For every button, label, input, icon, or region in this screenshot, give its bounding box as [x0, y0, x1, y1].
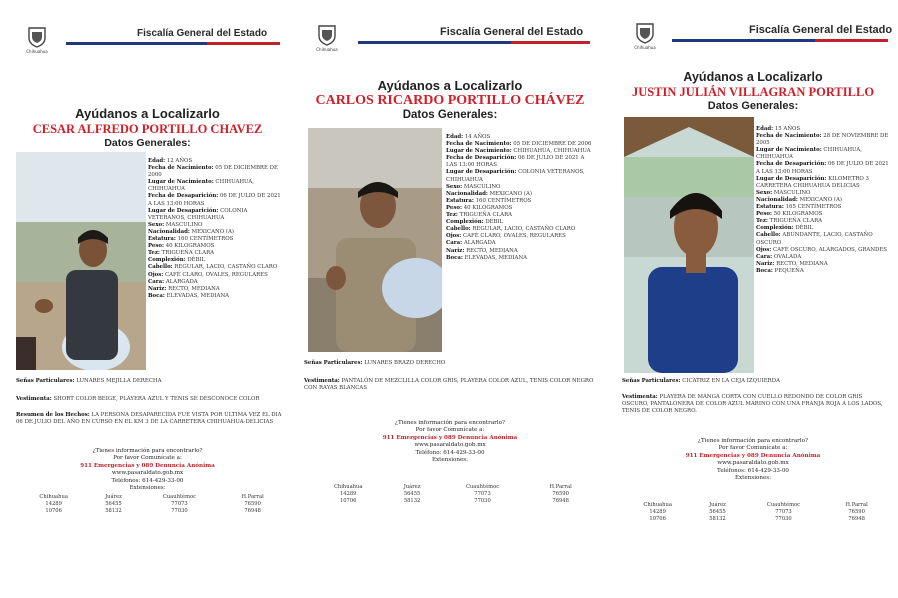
person-photo: [308, 128, 442, 352]
cta-contact: Por favor Comunícate a:: [718, 445, 788, 452]
datos-title: Datos Generales:: [707, 100, 799, 112]
poster-heading: Ayúdanos a Localizarlo: [683, 70, 823, 84]
clothing-description: Vestimenta: SHORT COLOR BEIGE, PLAYERA AZUL Y TENIS SE DESCONOCE COLOR: [16, 396, 260, 402]
distinguishing-marks: Señas Particulares: CICATRIZ EN LA CEJA IZQUIERDA: [622, 378, 780, 384]
state-seal-icon: [316, 24, 338, 54]
person-name: CESAR ALFREDO PORTILLO CHAVEZ: [32, 122, 263, 136]
emergency-phone: 911 Emergencias y 089 Denuncia Anónima: [382, 434, 518, 441]
website-link: www.pasaraldato.gob.mx: [717, 460, 789, 467]
cta-contact: Por favor Comunícate a:: [113, 455, 182, 462]
general-data-list: Edad: 15 AÑOS Fecha de Nacimiento: 28 DE NOVIEMBRE DE 2005 Lugar de Nacimiento: CHIHUAHUA, CHIHUAHUA Fecha de Desaparición: 06 DE JULIO DE 2021 A LAS 13:00 HORAS Lugar de Desaparición: KILOMETRO 3 CARRETERA CHIHUAHUA DELICIAS Sexo: MASCULINO Nacionalidad: MEXICANO (A) Estatura: 165 CENTÍMETROS Peso: 50 KILOGRAMOS Tez: TRIGUEÑA CLARA Complexión: DÉBIL Cabello: ABUNDANTE, LACIO, CASTAÑO OSCURO Ojos: CAFÉ OSCURO, ALARGADOS, GRANDES Cara: OVALADA Nariz: RECTO, MEDIANA Boca: PEQUEÑA: [756, 126, 889, 274]
phone-number: Teléfono: 614-429-33-00: [415, 449, 485, 456]
header-stripe: [358, 41, 590, 44]
person-photo: [624, 117, 754, 373]
emergency-phone: 911 Emergencias y 089 Denuncia Anónima: [80, 462, 215, 469]
distinguishing-marks: Señas Particulares: LUNARES MEJILLA DERECHA: [16, 378, 162, 384]
extensions-title: Extensiones:: [431, 457, 469, 464]
org-title: Fiscalía General del Estado: [749, 24, 893, 36]
extensions-table: Chihuahua Juárez Cuauhtémoc H.Parral 14289 56455 77073 76590 10706 58132 77030 76948: [643, 502, 868, 522]
missing-person-poster-3: [612, 16, 894, 546]
missing-person-poster-2: [300, 22, 600, 542]
case-summary: Resumen de los Hechos: LA PERSONA DESAPARECIDA FUE VISTA POR ULTIMA VEZ EL DIA 06 DE JULIO DEL AÑO EN CURSO EN EL KM 3 DE LA CARRETERA CHIHUAHUA-DELICIAS: [16, 412, 282, 426]
emergency-phone: 911 Emergencias y 089 Denuncia Anónima: [685, 452, 821, 459]
phone-number: Teléfonos: 614-429-33-00: [717, 467, 789, 474]
extensions-title: Extensiones:: [734, 475, 772, 482]
cta-question: ¿Tienes información para encontrarlo?: [697, 438, 808, 444]
seal-label: Chihuahua: [316, 47, 338, 52]
header-stripe: [672, 39, 888, 42]
contact-block: [612, 438, 894, 482]
general-data-list: Edad: 14 AÑOS Fecha de Nacimiento: 05 DE DICIEMBRE DE 2006 Lugar de Nacimiento: CHIHUAHUA, CHIHUAHUA Fecha de Desaparición: 06 DE JULIO DE 2021 A LAS 13:00 HORAS Lugar de Desaparición: COLONIA VETERANOS, CHIHUAHUA Sexo: MASCULINO Nacionalidad: MEXICANO (A) Estatura: 160 CENTÍMETROS Peso: 40 KILOGRAMOS Tez: TRIGUEÑA CLARA Complexión: DÉBIL Cabello: REGULAR, LACIO, CASTAÑO CLARO Ojos: CAFÉ CLARO, OVALES, REGULARES Cara: ALARGADA Nariz: RECTO, MEDIANA Boca: ELEVADAS, MEDIANA: [446, 134, 592, 261]
distinguishing-marks: Señas Particulares: LUNARES BRAZO DERECHO: [304, 360, 446, 366]
extensions-table: Chihuahua Juárez Cuauhtémoc H.Parral 14289 56455 77073 76590 10706 58132 77030 76948: [39, 494, 264, 514]
cta-question: ¿Tienes información para encontrarlo?: [394, 420, 505, 426]
extensions-table: Chihuahua Juárez Cuauhtémoc H.Parral 14289 56455 77073 76590 10706 58132 77030 76948: [333, 484, 572, 504]
seal-label: Chihuahua: [634, 45, 656, 50]
contact-block: [6, 448, 289, 492]
seal-label: Chihuahua: [26, 49, 48, 54]
state-seal-icon: [634, 22, 656, 52]
datos-title: Datos Generales:: [402, 109, 498, 121]
extensions-title: Extensiones:: [129, 485, 166, 492]
general-data-list: Edad: 12 AÑOS Fecha de Nacimiento: 05 DE DICIEMBRE DE 2000 Lugar de Nacimiento: CHIHUAHUA, CHIHUAHUA Fecha de Desaparición: 06 DE JULIO DE 2021 A LAS 13:00 HORAS Lugar de Desaparición: COLONIA VETERANOS, CHIHUAHUA Sexo: MASCULINO Nacionalidad: MEXICANO (A) Estatura: 160 CENTÍMETROS Peso: 40 KILOGRAMOS Tez: TRIGUEÑA CLARA Complexión: DÉBIL Cabello: REGULAR, LACIO, CASTAÑO CLARO Ojos: CAFÉ CLARO, OVALES, REGULARES Cara: ALARGADA Nariz: RECTO, MEDIANA Boca: ELEVADAS, MEDIANA: [148, 158, 281, 299]
contact-block: [300, 420, 600, 464]
website-link: www.pasaraldato.gob.mx: [414, 442, 486, 449]
phone-number: Teléfonos: 614-429-33-00: [111, 477, 184, 484]
poster-heading: Ayúdanos a Localizarlo: [377, 78, 523, 93]
org-title: Fiscalía General del Estado: [440, 26, 584, 38]
website-link: www.pasaraldato.gob.mx: [111, 470, 184, 477]
cta-question: ¿Tienes información para encontrarlo?: [92, 448, 203, 454]
person-name: CARLOS RICARDO PORTILLO CHÁVEZ: [315, 93, 585, 108]
clothing-description: Vestimenta: PLAYERA DE MANGA CORTA CON CUELLO REDONDO DE COLOR GRIS OSCURO, PANTALONERA DE COLOR AZUL MARINO CON UNA FRANJA ROJA A LOS LADOS, TENIS DE COLOR NEGRO.: [622, 394, 883, 415]
state-seal-icon: [26, 26, 48, 56]
cta-contact: Por favor Comunícate a:: [415, 427, 485, 434]
clothing-description: Vestimenta: PANTALÓN DE MEZCLILLA COLOR GRIS, PLAYERA COLOR AZUL, TENIS COLOR NEGRO CON RAYAS BLANCAS: [304, 378, 594, 392]
org-title: Fiscalía General del Estado: [137, 28, 268, 39]
poster-heading: Ayúdanos a Localizarlo: [75, 106, 220, 121]
person-photo: [16, 152, 146, 370]
datos-title: Datos Generales:: [104, 137, 191, 149]
missing-person-poster-1: [6, 24, 289, 544]
header-stripe: [66, 42, 280, 45]
person-name: JUSTIN JULIÁN VILLAGRAN PORTILLO: [631, 85, 875, 99]
